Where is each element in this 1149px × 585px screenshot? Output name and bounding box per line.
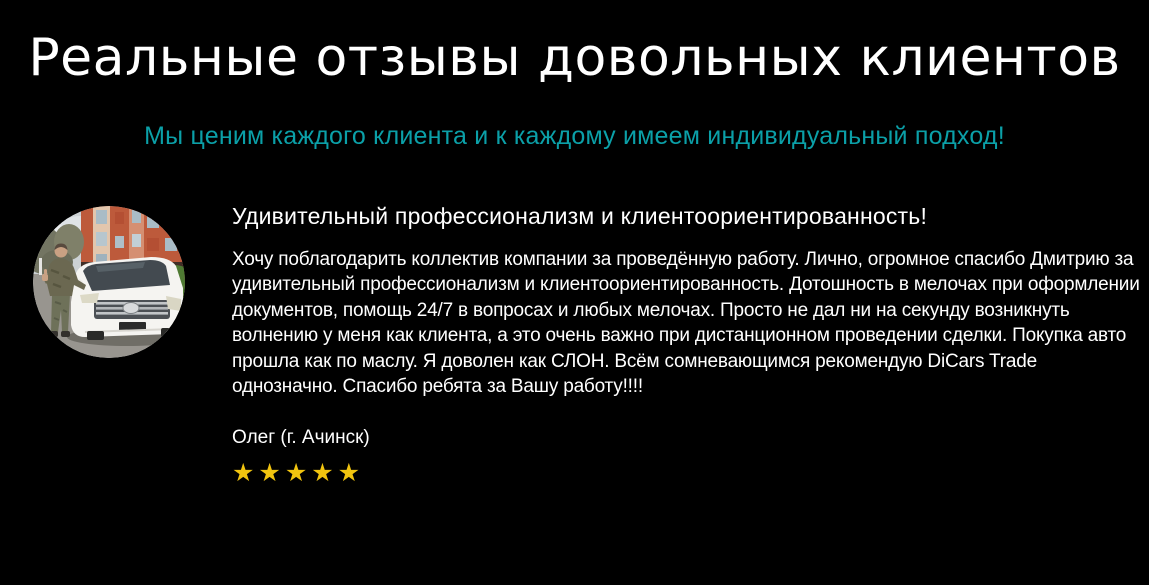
review-content bbox=[232, 203, 1140, 486]
review-title: Удивительный профессионализм и клиентоориентированность! bbox=[232, 202, 928, 229]
rating-stars: ★★★★★ bbox=[232, 458, 365, 487]
reviewer-name: Олег (г. Ачинск) bbox=[232, 426, 370, 448]
review-card bbox=[33, 203, 1149, 486]
section-subtitle: Мы ценим каждого клиента и к каждому имеем индивидуальный подход! bbox=[144, 121, 1005, 150]
reviewer-photo-illustration bbox=[33, 206, 185, 358]
review-body: Хочу поблагодарить коллектив компании за проведённую работу. Лично, огромное спасибо Дмитрию за удивительный профессионализм и клиентоориентированность. Дотошность в мелочах при оформлении документов, помощь 24/7 в вопросах и любых мелочах. Просто не дал ни на секунду возникнуть волнению у меня как клиента, а это очень важно при дистанционном проведении сделки. Покупка авто прошла как по маслу. Я доволен как СЛОН. Всём сомневающимся рекомендую DiCars Trade однозначно. Спасибо ребята за Вашу работу!!!! bbox=[232, 248, 1140, 398]
page-title: Реальные отзывы довольных клиентов bbox=[28, 28, 1121, 88]
reviewer-avatar bbox=[33, 206, 185, 358]
